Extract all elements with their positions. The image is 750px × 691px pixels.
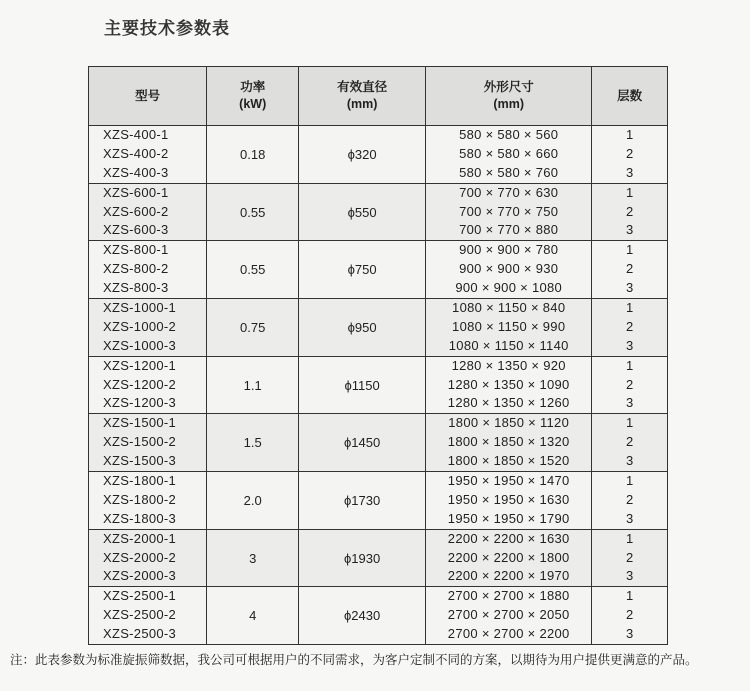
model-cell-line: XZS-1200-3 bbox=[103, 395, 177, 411]
power-cell: 0.55 bbox=[207, 183, 299, 241]
table-row bbox=[89, 126, 668, 184]
table-row bbox=[89, 587, 668, 645]
model-cell-line: XZS-2500-2 bbox=[103, 607, 177, 623]
dims-cell bbox=[426, 414, 592, 472]
dims-cell bbox=[426, 126, 592, 184]
layers-cell bbox=[592, 414, 668, 472]
model-cell-line: XZS-2000-2 bbox=[103, 549, 177, 565]
dims-cell-line: 1950 × 1950 × 1790 bbox=[447, 510, 570, 526]
layers-cell-line: 2 bbox=[626, 203, 634, 219]
dims-cell-line: 2200 × 2200 × 1970 bbox=[447, 568, 570, 584]
dims-cell-line: 1800 × 1850 × 1520 bbox=[447, 453, 570, 469]
header-layers: 层数 bbox=[592, 67, 668, 126]
layers-cell-line: 3 bbox=[626, 164, 634, 180]
dims-cell bbox=[426, 356, 592, 414]
dims-cell bbox=[426, 472, 592, 530]
diameter-cell: ϕ2430 bbox=[299, 587, 426, 645]
power-cell: 0.75 bbox=[207, 299, 299, 357]
layers-cell bbox=[592, 356, 668, 414]
layers-cell-line: 2 bbox=[626, 607, 634, 623]
model-cell-line: XZS-600-1 bbox=[103, 184, 169, 200]
table-row bbox=[89, 241, 668, 299]
model-cell-line: XZS-800-2 bbox=[103, 261, 169, 277]
model-cell bbox=[89, 183, 207, 241]
layers-cell-line: 1 bbox=[626, 415, 634, 431]
table-row bbox=[89, 299, 668, 357]
model-cell-line: XZS-800-1 bbox=[103, 242, 169, 258]
dims-cell-line: 580 × 580 × 760 bbox=[459, 164, 559, 180]
dims-cell-line: 1280 × 1350 × 920 bbox=[451, 357, 566, 373]
header-dims: 外形尺寸 (mm) bbox=[426, 67, 592, 126]
model-cell-line: XZS-2500-1 bbox=[103, 588, 177, 604]
layers-cell-line: 2 bbox=[626, 145, 634, 161]
dims-cell-line: 900 × 900 × 1080 bbox=[455, 280, 563, 296]
layers-cell bbox=[592, 126, 668, 184]
diameter-cell: ϕ550 bbox=[299, 183, 426, 241]
model-cell-line: XZS-1500-1 bbox=[103, 415, 177, 431]
header-diameter: 有效直径 (mm) bbox=[299, 67, 426, 126]
model-cell-line: XZS-1500-2 bbox=[103, 434, 177, 450]
layers-cell-line: 2 bbox=[626, 434, 634, 450]
model-cell bbox=[89, 414, 207, 472]
power-cell: 0.55 bbox=[207, 241, 299, 299]
diameter-cell: ϕ750 bbox=[299, 241, 426, 299]
layers-cell-line: 2 bbox=[626, 549, 634, 565]
model-cell bbox=[89, 241, 207, 299]
power-cell: 2.0 bbox=[207, 472, 299, 530]
layers-cell bbox=[592, 183, 668, 241]
model-cell-line: XZS-1800-2 bbox=[103, 491, 177, 507]
diameter-cell: ϕ1150 bbox=[299, 356, 426, 414]
dims-cell-line: 1950 × 1950 × 1470 bbox=[447, 473, 570, 489]
layers-cell-line: 3 bbox=[626, 337, 634, 353]
model-cell-line: XZS-400-2 bbox=[103, 145, 169, 161]
dims-cell-line: 580 × 580 × 660 bbox=[459, 145, 559, 161]
dims-cell bbox=[426, 183, 592, 241]
dims-cell-line: 700 × 770 × 880 bbox=[459, 222, 559, 238]
spec-table bbox=[88, 66, 668, 645]
model-cell-line: XZS-400-3 bbox=[103, 164, 169, 180]
power-cell: 3 bbox=[207, 529, 299, 587]
layers-cell-line: 2 bbox=[626, 491, 634, 507]
layers-cell-line: 3 bbox=[626, 510, 634, 526]
model-cell-line: XZS-600-2 bbox=[103, 203, 169, 219]
model-cell bbox=[89, 299, 207, 357]
header-power: 功率 (kW) bbox=[207, 67, 299, 126]
layers-cell-line: 1 bbox=[626, 530, 634, 546]
page-title: 主要技术参数表 bbox=[104, 19, 230, 39]
dims-cell-line: 900 × 900 × 780 bbox=[459, 242, 559, 258]
dims-cell-line: 1080 × 1150 × 1140 bbox=[448, 337, 569, 353]
dims-cell-line: 1800 × 1850 × 1320 bbox=[447, 434, 570, 450]
table-row bbox=[89, 183, 668, 241]
model-cell-line: XZS-1000-1 bbox=[103, 300, 177, 316]
dims-cell-line: 1950 × 1950 × 1630 bbox=[447, 491, 570, 507]
layers-cell bbox=[592, 587, 668, 645]
model-cell bbox=[89, 356, 207, 414]
dims-cell-line: 700 × 770 × 630 bbox=[459, 184, 559, 200]
diameter-cell: ϕ320 bbox=[299, 126, 426, 184]
diameter-cell: ϕ1730 bbox=[299, 472, 426, 530]
dims-cell-line: 900 × 900 × 930 bbox=[459, 261, 559, 277]
dims-cell-line: 1280 × 1350 × 1090 bbox=[447, 376, 570, 392]
dims-cell-line: 1800 × 1850 × 1120 bbox=[448, 415, 570, 431]
model-cell bbox=[89, 126, 207, 184]
model-cell bbox=[89, 472, 207, 530]
table-row bbox=[89, 356, 668, 414]
power-cell: 4 bbox=[207, 587, 299, 645]
model-cell-line: XZS-2000-3 bbox=[103, 568, 177, 584]
layers-cell-line: 2 bbox=[626, 376, 634, 392]
layers-cell-line: 2 bbox=[626, 261, 634, 277]
dims-cell-line: 2200 × 2200 × 1800 bbox=[447, 549, 570, 565]
layers-cell-line: 1 bbox=[626, 473, 634, 489]
table-row bbox=[89, 529, 668, 587]
diameter-cell: ϕ1930 bbox=[299, 529, 426, 587]
dims-cell-line: 1280 × 1350 × 1260 bbox=[447, 395, 570, 411]
layers-cell bbox=[592, 529, 668, 587]
layers-cell bbox=[592, 241, 668, 299]
layers-cell-line: 1 bbox=[626, 357, 634, 373]
table-row bbox=[89, 414, 668, 472]
model-cell-line: XZS-600-3 bbox=[103, 222, 169, 238]
header-model: 型号 bbox=[89, 67, 207, 126]
power-cell: 1.5 bbox=[207, 414, 299, 472]
layers-cell-line: 3 bbox=[626, 453, 634, 469]
layers-cell-line: 3 bbox=[626, 568, 634, 584]
dims-cell-line: 2700 × 2700 × 2200 bbox=[447, 626, 570, 642]
power-cell: 0.18 bbox=[207, 126, 299, 184]
model-cell-line: XZS-2500-3 bbox=[103, 626, 177, 642]
dims-cell bbox=[426, 299, 592, 357]
model-cell-line: XZS-2000-1 bbox=[103, 530, 177, 546]
dims-cell-line: 700 × 770 × 750 bbox=[459, 203, 559, 219]
layers-cell-line: 1 bbox=[626, 184, 634, 200]
footnote: 注：此表参数为标准旋振筛数据，我公司可根据用户的不同需求，为客户定制不同的方案，以期待为用户提供更满意的产品。 bbox=[10, 652, 698, 667]
layers-cell-line: 3 bbox=[626, 395, 634, 411]
model-cell-line: XZS-400-1 bbox=[103, 127, 169, 142]
dims-cell-line: 1080 × 1150 × 840 bbox=[452, 300, 566, 316]
model-cell-line: XZS-1000-2 bbox=[103, 318, 177, 334]
layers-cell-line: 3 bbox=[626, 626, 634, 642]
dims-cell bbox=[426, 241, 592, 299]
dims-cell-line: 2700 × 2700 × 2050 bbox=[447, 607, 570, 623]
dims-cell-line: 1080 × 1150 × 990 bbox=[452, 318, 566, 334]
dims-cell bbox=[426, 529, 592, 587]
dims-cell bbox=[426, 587, 592, 645]
layers-cell-line: 1 bbox=[626, 127, 634, 142]
model-cell bbox=[89, 587, 207, 645]
table-header-row bbox=[89, 67, 668, 126]
model-cell-line: XZS-800-3 bbox=[103, 280, 169, 296]
model-cell-line: XZS-1000-3 bbox=[103, 337, 177, 353]
dims-cell-line: 2700 × 2700 × 1880 bbox=[447, 588, 570, 604]
diameter-cell: ϕ1450 bbox=[299, 414, 426, 472]
model-cell bbox=[89, 529, 207, 587]
power-cell: 1.1 bbox=[207, 356, 299, 414]
layers-cell-line: 3 bbox=[626, 280, 634, 296]
layers-cell-line: 3 bbox=[626, 222, 634, 238]
model-cell-line: XZS-1800-1 bbox=[103, 473, 177, 489]
layers-cell-line: 1 bbox=[626, 300, 634, 316]
layers-cell-line: 1 bbox=[626, 242, 634, 258]
model-cell-line: XZS-1200-1 bbox=[103, 357, 177, 373]
model-cell-line: XZS-1800-3 bbox=[103, 510, 177, 526]
layers-cell-line: 1 bbox=[626, 588, 634, 604]
diameter-cell: ϕ950 bbox=[299, 299, 426, 357]
table-row bbox=[89, 472, 668, 530]
layers-cell-line: 2 bbox=[626, 318, 634, 334]
dims-cell-line: 580 × 580 × 560 bbox=[459, 127, 559, 142]
model-cell-line: XZS-1500-3 bbox=[103, 453, 177, 469]
layers-cell bbox=[592, 299, 668, 357]
dims-cell-line: 2200 × 2200 × 1630 bbox=[447, 530, 570, 546]
model-cell-line: XZS-1200-2 bbox=[103, 376, 177, 392]
layers-cell bbox=[592, 472, 668, 530]
